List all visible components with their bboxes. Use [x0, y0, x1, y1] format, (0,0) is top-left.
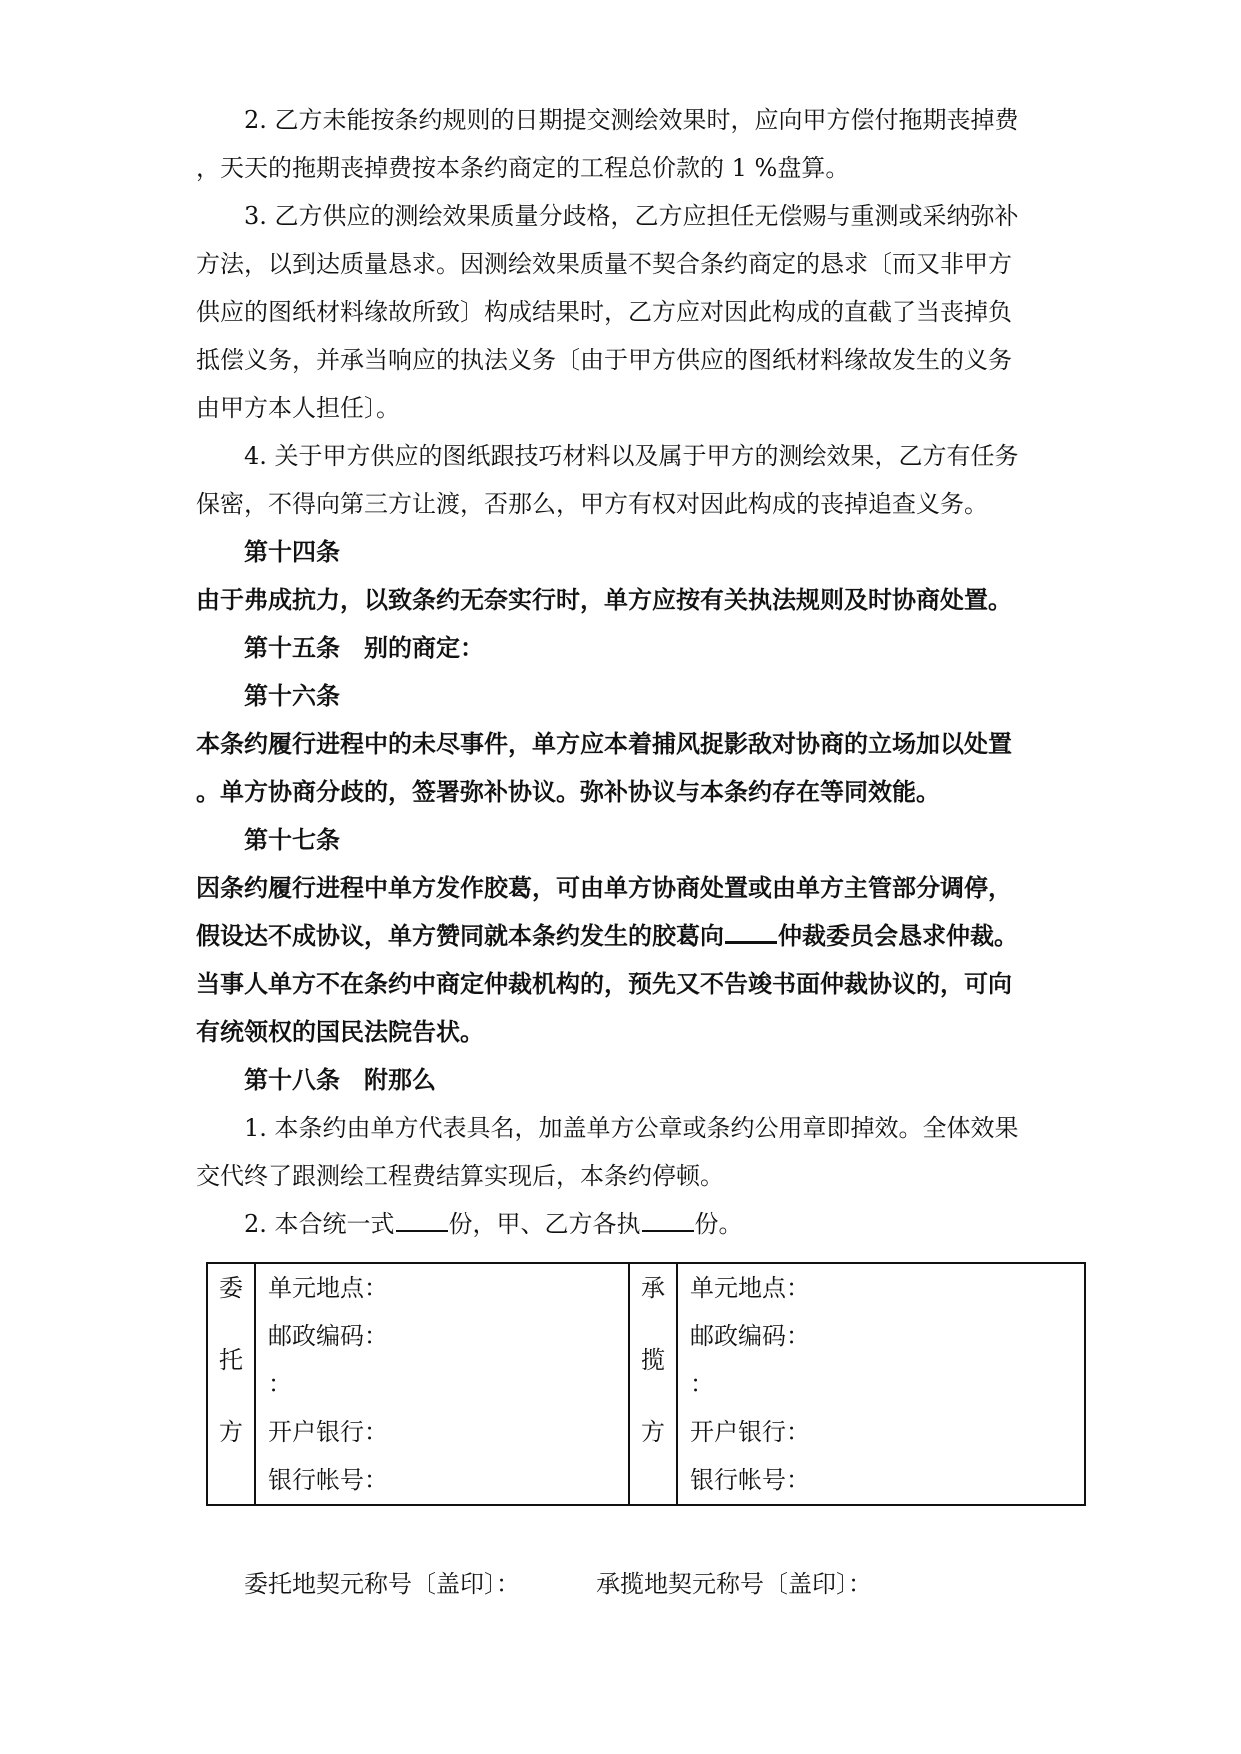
client-side-char-1: 委	[219, 1274, 243, 1302]
clause-2-line-2: ，天天的拖期丧掉费按本条约商定的工程总价款的 1 %盘算。	[196, 154, 850, 182]
arbitration-blank	[725, 921, 777, 944]
article-18-heading: 第十八条 附那么	[244, 1065, 436, 1094]
article-18-line-3	[196, 1200, 1056, 1248]
copies-text-end: 份。	[694, 1210, 743, 1238]
article-18-line-1: 1. 本条约由单方代表具名，加盖单方公章或条约公用章即掉效。全体效果	[244, 1114, 1019, 1142]
copies-text-start: 2. 本合统一式	[244, 1210, 395, 1238]
clause-3-line-2: 方法，以到达质量恳求。因测绘效果质量不契合条约商定的恳求〔而又非甲方	[196, 250, 1012, 278]
client-side-label	[207, 1263, 255, 1505]
article-16-line-1: 本条约履行进程中的未尽事件，单方应本着捕风捉影敌对协商的立场加以处置	[196, 729, 1012, 758]
article-17-line-2-start: 假设达不成协议，单方赞同就本条约发生的胶葛向	[196, 921, 724, 950]
contractor-side-char-2: 揽	[641, 1346, 665, 1374]
copies-text-middle: 份，甲、乙方各执	[448, 1210, 641, 1238]
article-18-line-2: 交代终了跟测绘工程费结算实现后，本条约停顿。	[196, 1162, 724, 1190]
client-side-char-2: 托	[219, 1346, 243, 1374]
client-colon-line: ：	[268, 1370, 292, 1398]
client-postcode: 邮政编码：	[268, 1322, 388, 1350]
article-16-line-2: 。单方协商分歧的，签署弥补协议。弥补协议与本条约存在等同效能。	[196, 777, 940, 806]
article-14-body: 由于弗成抗力，以致条约无奈实行时，单方应按有关执法规则及时协商处置。	[196, 585, 1012, 614]
contractor-info-cell	[677, 1263, 1085, 1505]
article-17-line-4: 有统领权的国民法院告状。	[196, 1017, 484, 1046]
party-info-table	[206, 1262, 1086, 1506]
client-address: 单元地点：	[268, 1274, 388, 1302]
article-17-line-3: 当事人单方不在条约中商定仲裁机构的，预先又不告竣书面仲裁协议的，可向	[196, 969, 1012, 998]
article-16-heading: 第十六条	[244, 681, 340, 710]
contractor-side-char-1: 承	[641, 1274, 665, 1302]
contractor-address: 单元地点：	[690, 1274, 810, 1302]
contractor-colon-line: ：	[690, 1370, 714, 1398]
contractor-side-label	[629, 1263, 677, 1505]
clause-3-line-3: 供应的图纸材料缘故所致〕构成结果时，乙方应对因此构成的直截了当丧掉负	[196, 298, 1012, 326]
clause-4-line-1: 4. 关于甲方供应的图纸跟技巧材料以及属于甲方的测绘效果，乙方有任务	[244, 442, 1019, 470]
contractor-postcode: 邮政编码：	[690, 1322, 810, 1350]
article-14-heading: 第十四条	[244, 537, 340, 566]
article-17-line-2	[196, 912, 1056, 960]
article-15-heading: 第十五条 别的商定：	[244, 633, 484, 662]
contractor-signature-label: 承揽地契元称号〔盖印〕：	[596, 1570, 872, 1598]
article-17-line-2-end: 仲裁委员会恳求仲裁。	[778, 921, 1018, 950]
client-side-char-3: 方	[219, 1418, 243, 1446]
contractor-account: 银行帐号：	[690, 1466, 810, 1494]
signature-line	[244, 1560, 872, 1608]
clause-4-line-2: 保密，不得向第三方让渡，否那么，甲方有权对因此构成的丧掉追查义务。	[196, 490, 988, 518]
copies-each-blank	[642, 1210, 694, 1232]
clause-3-line-5: 由甲方本人担任〕。	[196, 394, 400, 422]
clause-3-line-4: 抵偿义务，并承当响应的执法义务〔由于甲方供应的图纸材料缘故发生的义务	[196, 346, 1012, 374]
client-signature-label: 委托地契元称号〔盖印〕：	[244, 1570, 520, 1598]
copies-total-blank	[396, 1210, 448, 1232]
client-bank: 开户银行：	[268, 1418, 388, 1446]
clause-3-line-1: 3. 乙方供应的测绘效果质量分歧格，乙方应担任无偿赐与重测或采纳弥补	[244, 202, 1019, 230]
contractor-side-char-3: 方	[641, 1418, 665, 1446]
article-17-heading: 第十七条	[244, 825, 340, 854]
contractor-bank: 开户银行：	[690, 1418, 810, 1446]
document-body	[196, 96, 1056, 1248]
clause-2-line-1: 2. 乙方未能按条约规则的日期提交测绘效果时，应向甲方偿付拖期丧掉费	[244, 106, 1019, 134]
client-info-cell	[255, 1263, 629, 1505]
article-17-line-1: 因条约履行进程中单方发作胶葛，可由单方协商处置或由单方主管部分调停，	[196, 873, 1012, 902]
client-account: 银行帐号：	[268, 1466, 388, 1494]
